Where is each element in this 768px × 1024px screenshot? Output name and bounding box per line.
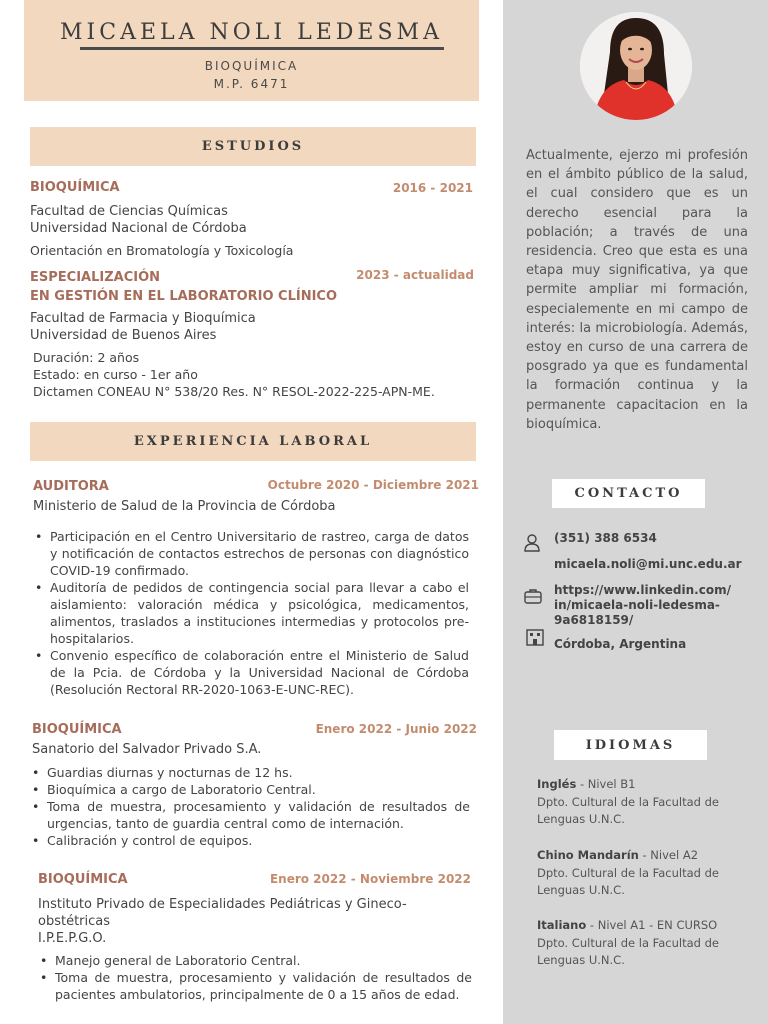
section-studies-header: ESTUDIOS [30, 127, 476, 166]
candidate-name: MICAELA NOLI LEDESMA [60, 20, 443, 45]
profile-photo [580, 12, 692, 120]
name-underline [80, 47, 444, 50]
language-institution: Dpto. Cultural de la Facultad de Lenguas U.N.C. [537, 935, 719, 967]
contact-linkedin-line-2[interactable]: in/micaela-noli-ledesma- [554, 598, 720, 612]
job-1-title: AUDITORA [33, 479, 109, 494]
job-2-place: Sanatorio del Salvador Privado S.A. [32, 742, 262, 757]
study-2-date: 2023 - actualidad [356, 268, 474, 282]
contact-phone: (351) 388 6534 [554, 531, 657, 545]
study-2-detail-2: Estado: en curso - 1er año [33, 367, 198, 382]
contact-location: Córdoba, Argentina [554, 637, 687, 651]
language-name: Italiano [537, 918, 587, 932]
study-2-line-2: Universidad de Buenos Aires [30, 328, 217, 343]
language-level: - Nivel A1 - EN CURSO [586, 918, 718, 932]
job-3-place-line-1: Instituto Privado de Especialidades Pediátricas y Gineco- [38, 897, 407, 912]
study-1-title: BIOQUÍMICA [30, 180, 120, 195]
study-1-line-2: Universidad Nacional de Córdoba [30, 221, 247, 236]
list-item: • Toma de muestra, procesamiento y validación de resultados de pacientes ambulatorios, principalmente de 0 a 15 años de edad. [38, 969, 472, 1003]
language-item-italian [537, 917, 747, 970]
contact-email[interactable]: micaela.noli@mi.unc.edu.ar [554, 557, 742, 571]
list-item: • Convenio específico de colaboración entre el Ministerio de Salud de la Pcia. de Córdoba y la Universidad Nacional de Córdoba (Resolución Rectoral RR-2020-1063-E-UNC-REC). [33, 647, 469, 698]
job-2-date: Enero 2022 - Junio 2022 [315, 722, 477, 736]
language-item-english [537, 776, 747, 829]
language-institution: Dpto. Cultural de la Facultad de Lenguas U.N.C. [537, 794, 719, 826]
job-3-bullets [38, 952, 472, 1003]
language-level: - Nivel A2 [638, 848, 699, 862]
job-3-place-line-3: I.P.E.P.G.O. [38, 931, 107, 946]
contact-linkedin-line-1[interactable]: https://www.linkedin.com/ [554, 583, 731, 597]
job-2-title: BIOQUÍMICA [32, 722, 122, 737]
list-item: • Manejo general de Laboratorio Central. [38, 952, 472, 969]
study-2-line-1: Facultad de Farmacia y Bioquímica [30, 311, 256, 326]
job-2-bullets [30, 764, 470, 849]
section-experience-header: EXPERIENCIA LABORAL [30, 422, 476, 461]
language-institution: Dpto. Cultural de la Facultad de Lenguas U.N.C. [537, 865, 719, 897]
section-languages-header: IDIOMAS [554, 730, 707, 760]
list-item: • Auditoría de pedidos de contingencia social para llevar a cabo el aislamiento: valoración médica y psicológica, medicamentos, alimentos, traslados a instituciones intermedias y protocolos pre-hospitalarios. [33, 579, 469, 647]
study-1-line-1: Facultad de Ciencias Químicas [30, 204, 228, 219]
building-icon [525, 627, 545, 647]
language-item-chinese [537, 847, 747, 900]
study-1-date: 2016 - 2021 [392, 181, 473, 195]
language-name: Inglés [537, 777, 577, 791]
study-2-title-line-2: EN GESTIÓN EN EL LABORATORIO CLÍNICO [30, 289, 338, 304]
language-name: Chino Mandarín [537, 848, 639, 862]
study-2-detail-3: Dictamen CONEAU N° 538/20 Res. N° RESOL-2022-225-APN-ME. [33, 384, 435, 399]
header [24, 0, 479, 101]
job-3-date: Enero 2022 - Noviembre 2022 [269, 872, 471, 886]
study-1-orientation: Orientación en Bromatología y Toxicología [30, 243, 294, 258]
job-1-bullets [33, 528, 469, 698]
list-item: • Bioquímica a cargo de Laboratorio Central. [30, 781, 470, 798]
list-item: • Guardias diurnas y nocturnas de 12 hs. [30, 764, 470, 781]
license-number: M.P. 6471 [213, 77, 290, 91]
user-icon [522, 533, 542, 553]
study-2-detail-1: Duración: 2 años [33, 350, 140, 365]
study-2-title-line-1: ESPECIALIZACIÓN [30, 270, 161, 285]
job-1-place: Ministerio de Salud de la Provincia de Córdoba [33, 499, 336, 514]
briefcase-icon [523, 586, 543, 606]
contact-linkedin-line-3[interactable]: 9a6818159/ [554, 613, 634, 627]
list-item: • Toma de muestra, procesamiento y validación de resultados de urgencias, tanto de guardia central como de internación. [30, 798, 470, 832]
job-3-title: BIOQUÍMICA [38, 872, 128, 887]
bio-paragraph: Actualmente, ejerzo mi profesión en el ámbito público de la salud, el cual considero que es un derecho esencial para la población; a través de una residencia. Creo que esta es una etapa muy significativa, ya que permite ampliar mi formación, especialemente en mi campo de interés: la microbiología. Además, estoy en curso de una carrera de posgrado ya que es fundamental la formación continua y la permanente capacitacion en la bioquímica. [526, 148, 748, 432]
list-item: • Calibración y control de equipos. [30, 832, 470, 849]
language-level: - Nivel B1 [576, 777, 636, 791]
job-3-place-line-2: obstétricas [38, 914, 111, 929]
profession-title: BIOQUÍMICA [204, 59, 299, 73]
list-item: • Participación en el Centro Universitario de rastreo, carga de datos y notificación de contactos estrechos de personas con diagnóstico COVID-19 confirmado. [33, 528, 469, 579]
section-contact-header: CONTACTO [552, 479, 705, 508]
job-1-date: Octubre 2020 - Diciembre 2021 [267, 478, 479, 492]
